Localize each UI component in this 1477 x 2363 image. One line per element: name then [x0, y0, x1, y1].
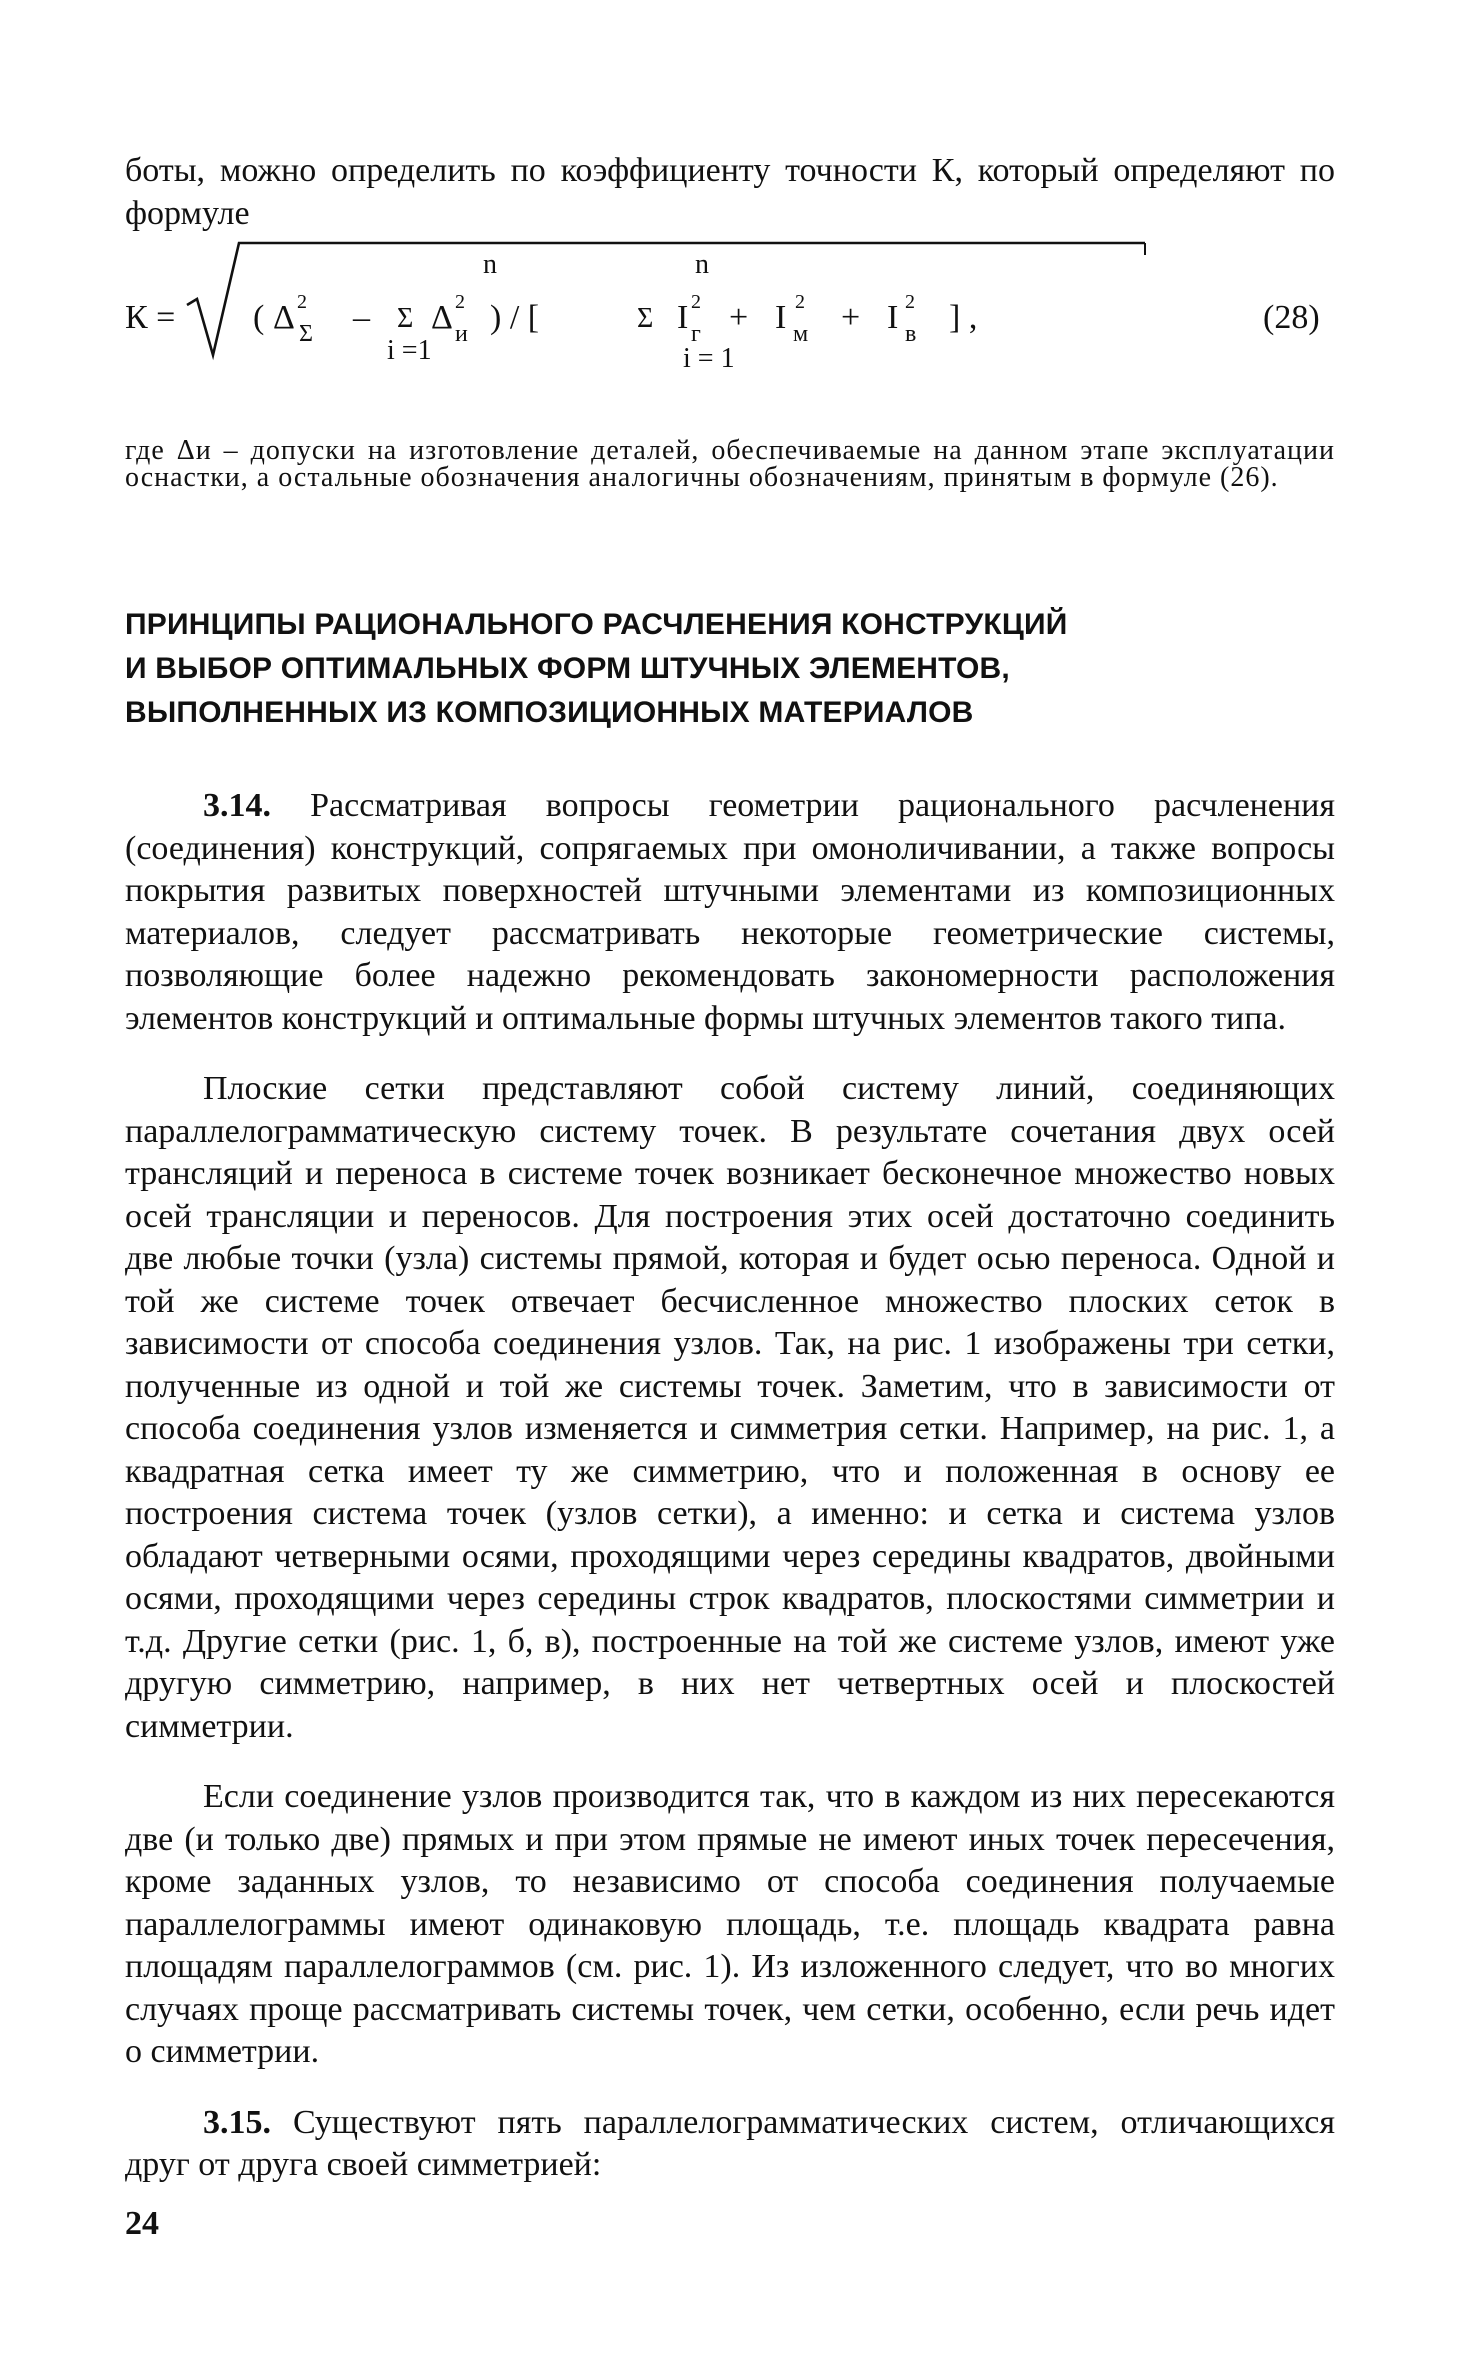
- paragraph-3-14-text: Рассматривая вопросы геометрии рационального расчленения (соединения) конструкций, сопрягаемых при омоноличивании, а также вопросы покрытия развитых поверхностей штучными элементами из композиционных материалов, следует рассматривать некоторые геометрические системы, позволяющие более надежно рекомендовать закономерности расположения элементов конструкций и оптимальные формы штучных элементов такого типа.: [125, 787, 1335, 1037]
- section-heading: [125, 603, 1335, 735]
- formula-sup: 2: [297, 291, 307, 313]
- page-body: [125, 150, 1335, 2187]
- formula-open: (: [253, 299, 265, 336]
- radical-sign: [187, 243, 1147, 363]
- paragraph-3-15: [125, 2102, 1335, 2187]
- formula-sup: 2: [691, 291, 701, 313]
- formula-I-g: I: [677, 299, 689, 336]
- formula-sum: Σ: [397, 303, 414, 334]
- formula-end: ] ,: [949, 299, 978, 336]
- formula-minus: –: [353, 299, 370, 336]
- paragraph-3-14: [125, 785, 1335, 1040]
- heading-line-3: ВЫПОЛНЕННЫХ ИЗ КОМПОЗИЦИОННЫХ МАТЕРИАЛОВ: [125, 696, 974, 729]
- paragraph-3-15-text: Существуют пять параллелограмматических систем, отличающихся друг от друга своей симметрией:: [125, 2103, 1335, 2183]
- where-paragraph: где Δи – допуски на изготовление деталей, обеспечиваемые на данном этапе эксплуатации оснастки, а остальные обозначения аналогичны обозначениям, принятым в формуле (26).: [125, 435, 1335, 493]
- formula-delta: Δ: [273, 299, 295, 336]
- paragraph-grids: Плоские сетки представляют собой систему линий, соединяющих параллелограмматическую систему точек. В результате сочетания двух осей трансляций и переноса в системе точек возникает бесконечное множество новых осей трансляции и переносов. Для построения этих осей достаточно соединить две любые точки (узла) системы прямой, которая и будет осью переноса. Одной и той же системе точек отвечает бесчисленное множество плоских сеток в зависимости от способа соединения узлов. Так, на рис. 1 изображены три сетки, полученные из одной и той же системы точек. Заметим, что в зависимости от способа соединения узлов изменяется и симметрия сетки. Например, на рис. 1, а квадратная сетка имеет ту же симметрию, что и положенная в основу ее построения система точек (узлов сетки), а именно: и сетка и система узлов обладают четверными осями, проходящими через середины квадратов, двойными осями, проходящими через середины строк квадратов, плоскостями симметрии и т.д. Другие сетки (рис. 1, б, в), построенные на той же системе узлов, имеют уже другую симметрию, например, в них нет четвертных осей и плоскостей симметрии.: [125, 1070, 1335, 1745]
- formula-sub-v: в: [905, 321, 917, 347]
- formula-sub-i: и: [455, 321, 468, 347]
- formula-plus2: +: [841, 299, 861, 336]
- heading-line-2: И ВЫБОР ОПТИМАЛЬНЫХ ФОРМ ШТУЧНЫХ ЭЛЕМЕНТОВ,: [125, 652, 1010, 685]
- paragraph-nodes: Если соединение узлов производится так, что в каждом из них пересекаются две (и только две) прямых и при этом прямые не имеют иных точек пересечения, кроме заданных узлов, то независимо от способа соединения получаемые параллелограммы имеют одинаковую площадь, т.е. площадь квадрата равна площадям параллелограммов (см. рис. 1). Из изложенного следует, что во многих случаях проще рассматривать системы точек, чем сетки, особенно, если речь идет о симметрии.: [125, 1778, 1335, 2070]
- formula-plus1: +: [729, 299, 749, 336]
- intro-paragraph: боты, можно определить по коэффициенту точности К, который определяют по формуле: [125, 152, 1335, 232]
- formula-delta-i: Δ: [431, 299, 453, 336]
- formula-n1: n: [483, 249, 497, 280]
- section-number-3-14: 3.14.: [203, 787, 271, 824]
- formula-I-v: I: [887, 299, 899, 336]
- formula-lhs: К =: [125, 299, 176, 336]
- formula-sum2: Σ: [637, 303, 654, 334]
- formula-sup: 2: [905, 291, 915, 313]
- formula-28: [125, 237, 1335, 437]
- formula-sup: 2: [455, 291, 465, 313]
- formula-I-m: I: [775, 299, 787, 336]
- formula-sub-sigma: Σ: [299, 321, 313, 347]
- formula-i2: i = 1: [683, 343, 735, 374]
- formula-sub-m: м: [793, 321, 809, 347]
- page-number: 24: [125, 2205, 159, 2242]
- formula-i1: i =1: [387, 335, 432, 366]
- formula-n2: n: [695, 249, 709, 280]
- formula-sub-g: г: [691, 321, 701, 347]
- formula-close-slash: ) / [: [490, 299, 540, 336]
- heading-line-1: ПРИНЦИПЫ РАЦИОНАЛЬНОГО РАСЧЛЕНЕНИЯ КОНСТРУКЦИЙ: [125, 608, 1068, 641]
- formula-sup: 2: [795, 291, 805, 313]
- formula-number: (28): [1263, 299, 1320, 336]
- section-number-3-15: 3.15.: [203, 2103, 271, 2141]
